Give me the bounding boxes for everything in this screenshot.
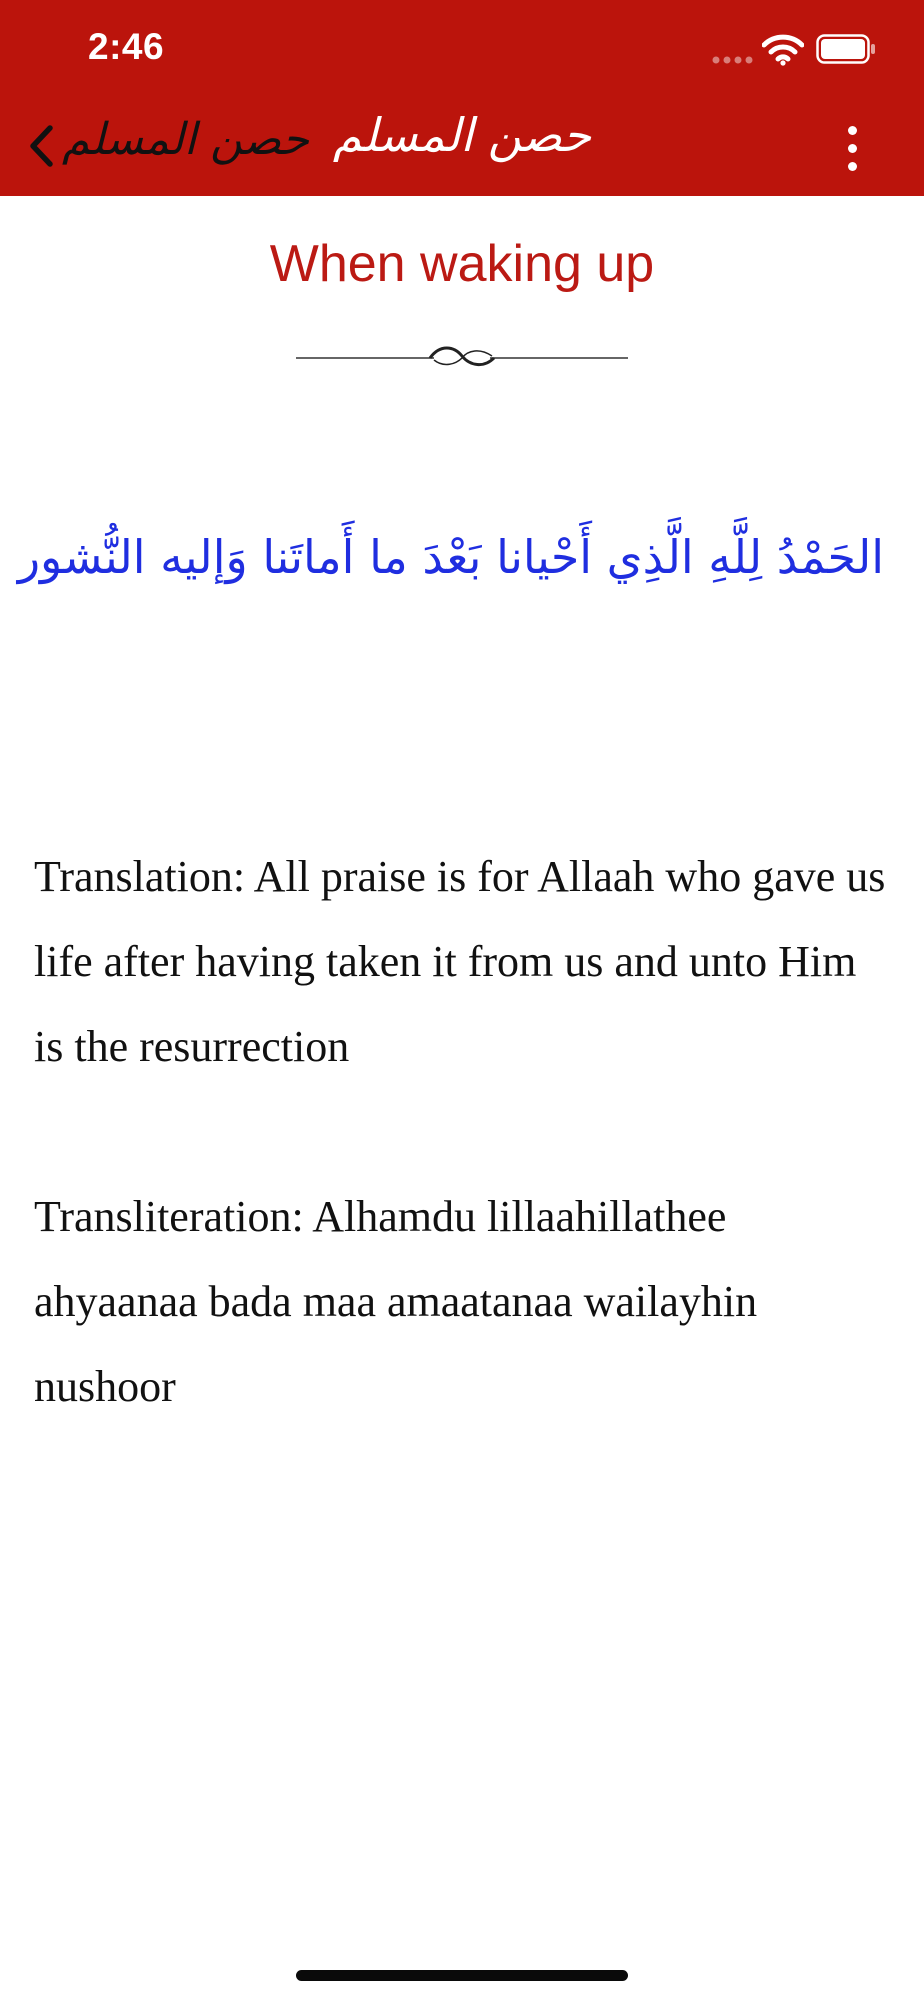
- back-button-label: حصن المسلم: [62, 114, 310, 165]
- more-vertical-icon-dot: [848, 144, 857, 153]
- transliteration-text: Transliteration: Alhamdu lillaahillathee ahyaanaa bada maa amaatanaa wailayhin nushoor: [34, 1192, 758, 1411]
- status-time: 2:46: [88, 26, 165, 67]
- more-vertical-icon: [848, 126, 857, 135]
- battery-icon: [816, 34, 876, 64]
- more-vertical-icon-dot: [848, 162, 857, 171]
- page-title: حصن المسلم: [332, 108, 592, 162]
- ornament-divider-icon: [294, 336, 630, 376]
- dua-heading: When waking up: [269, 235, 655, 293]
- chevron-left-icon: [28, 124, 54, 168]
- translation-text: Translation: All praise is for Allaah who gave us life after having taken it from us and unto Him is the resurrection: [34, 852, 886, 1071]
- back-button[interactable]: [22, 110, 310, 180]
- more-options-button[interactable]: [836, 120, 872, 176]
- arabic-dua: الحَمْدُ لِلَّهِ الَّذِي أَحْيانا بَعْدَ ما أَماتَنا وَإليه النُّشور: [17, 530, 884, 584]
- navigation-header: [0, 0, 924, 196]
- home-indicator[interactable]: [296, 1970, 628, 1981]
- cellular-signal-icon: [712, 56, 756, 64]
- wifi-icon: [762, 34, 804, 66]
